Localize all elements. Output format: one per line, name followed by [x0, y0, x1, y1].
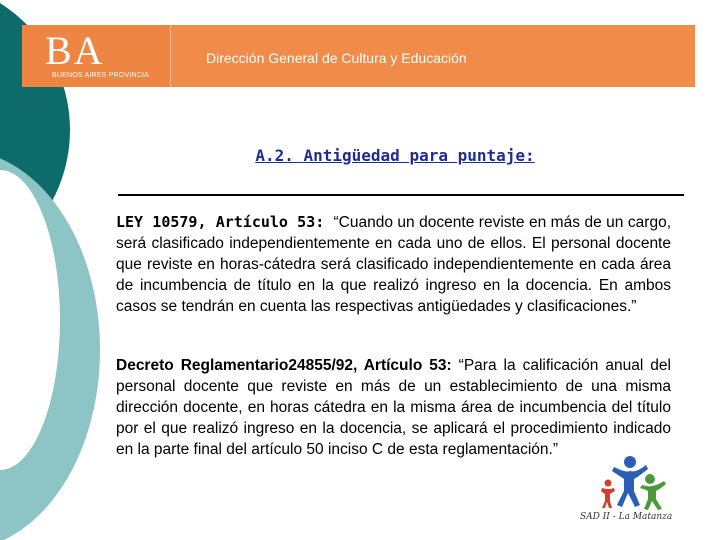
paragraph-lead: LEY 10579, Artículo 53:	[116, 213, 334, 231]
section-title: A.2. Antigüedad para puntaje:	[255, 146, 535, 165]
paragraph-ley	[116, 212, 671, 317]
ba-logo: BA	[45, 28, 105, 73]
paragraph-decreto	[116, 355, 671, 460]
sad-logo-caption: SAD II - La Matanza	[580, 512, 673, 522]
people-figures-icon	[578, 453, 688, 513]
ba-logo-subtext: BUENOS AIRES PROVINCIA	[52, 72, 149, 79]
paragraph-text: “Para la calificación anual del personal docente que reviste en más de un establecimiento de una misma dirección docente, en horas cátedra en la misma área de incumbencia del título por el que realizó ingreso en la docencia, se aplicará el procedimiento indicado en la parte final del artículo 50 inciso C de esta reglamentación.”	[116, 357, 671, 458]
paragraph-lead: Decreto Reglamentario24855/92, Artículo 53:	[116, 357, 459, 374]
paragraph-text: “Cuando un docente reviste en más de un cargo, será clasificado independientemente en cada uno de ellos. El personal docente que reviste en horas-cátedra será clasificado independientemente en cada área de incumbencia de título en la que realizó ingreso en la docencia. En ambos casos se tendrán en cuenta las respectivas antigüedades y clasificaciones.”	[116, 214, 671, 315]
divider	[118, 194, 684, 196]
header-title: Dirección General de Cultura y Educación	[206, 50, 467, 66]
